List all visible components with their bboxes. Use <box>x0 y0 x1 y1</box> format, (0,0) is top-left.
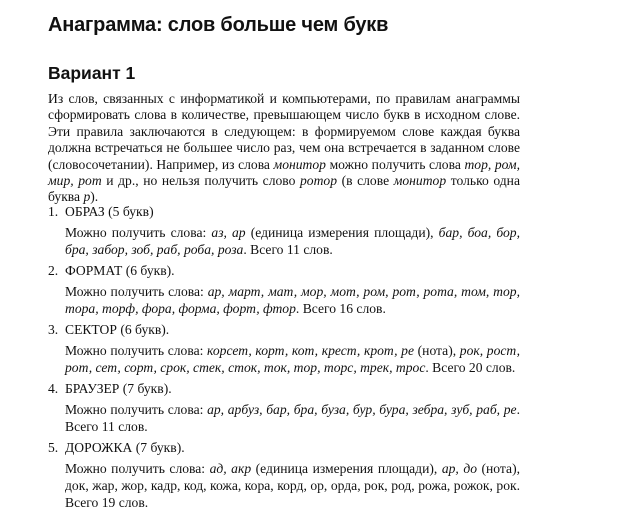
list-item <box>48 439 520 511</box>
answer-total: . Всего 20 слов. <box>425 360 516 375</box>
answer-total: . Всего 11 слов. <box>65 402 520 434</box>
example-words: тор, ром, мир, рот <box>48 156 520 189</box>
answer-lead: Можно получить слова: <box>65 284 208 299</box>
answer-total: . Всего 11 слов. <box>243 242 333 257</box>
item-heading <box>48 203 520 221</box>
list-item <box>48 262 520 317</box>
answer-lead: Можно получить слова: <box>65 225 212 240</box>
intro-text: можно получить слова <box>325 156 465 172</box>
source-word: СЕКТОР (6 букв). <box>65 322 170 337</box>
source-word: ОБРАЗ (5 букв) <box>65 204 154 219</box>
intro-text: (в слове <box>337 173 394 189</box>
item-heading <box>48 439 520 457</box>
answer-total: . Всего 16 слов. <box>295 301 386 316</box>
list-item <box>48 380 520 435</box>
item-heading <box>48 262 520 280</box>
answer-words: ад, акр <box>209 461 252 476</box>
item-number: 5. <box>48 440 59 455</box>
answer-words: корсет, корт, кот, крест, крот, ре <box>207 343 414 358</box>
item-number: 3. <box>48 322 59 337</box>
answer-words: ар, март, мат, мор, мот, ром, рот, рота, том, тор, тора, торф, фора, форма, форт, фтор <box>65 284 520 316</box>
answer-words: бар, боа, бор, бра, забор, зоб, раб, роба, роза <box>65 225 520 257</box>
example-word: монитор <box>273 156 326 172</box>
answer-words: ар, до <box>441 461 477 476</box>
item-answer <box>65 460 520 511</box>
answer-lead: Можно получить слова: <box>65 343 208 358</box>
intro-paragraph <box>48 91 520 206</box>
counter-example-word: ротор <box>299 173 337 189</box>
item-number: 2. <box>48 263 59 278</box>
answer-note: (единица измерения площади), <box>245 225 439 240</box>
item-answer <box>65 342 520 376</box>
intro-text: Из слов, связанных с информатикой и компьютерами, по правилам анаграммы сформировать слова в количестве, превышающем число букв в исходном слове. Эти правила заключаются в следующем: в формируемом слове каждая буква должна встречаться не большее число раз, чем она встречается в заданном слове (словосочетании). Например, из слова <box>48 91 520 172</box>
item-answer <box>65 224 520 258</box>
variant-heading: Вариант 1 <box>48 63 136 83</box>
answer-total: (нота), док, жар, жор, кадр, код, кожа, кора, корд, ор, орда, рок, род, рожа, рожок, рок. Всего 19 слов. <box>65 461 520 510</box>
page-title: Анаграмма: слов больше чем букв <box>48 14 389 36</box>
item-answer <box>65 401 520 435</box>
example-word: монитор <box>393 173 447 189</box>
list-item <box>48 321 520 376</box>
answer-words: рок, рост, рот, сет, сорт, срок, стек, сток, ток, тор, торс, трек, трос <box>65 343 520 375</box>
answer-note: (единица измерения площади), <box>251 461 442 476</box>
item-heading <box>48 380 520 398</box>
intro-text: ). <box>90 189 99 205</box>
intro-text: только одна буква <box>48 173 520 205</box>
item-number: 1. <box>48 204 59 219</box>
answer-lead: Можно получить слова: <box>65 402 208 417</box>
answer-note: (нота), <box>413 343 460 358</box>
answer-words: ар, арбуз, бар, бра, буза, бур, бура, зебра, зуб, раб, ре <box>207 402 517 417</box>
source-word: ФОРМАТ (6 букв). <box>65 263 175 278</box>
source-word: БРАУЗЕР (7 букв). <box>65 381 172 396</box>
intro-text: и др., но нельзя получить слово <box>101 173 300 189</box>
answer-words: аз, ар <box>211 225 246 240</box>
item-answer <box>65 283 520 317</box>
source-word: ДОРОЖКА (7 букв). <box>65 440 185 455</box>
anagram-list <box>48 203 520 515</box>
list-item <box>48 203 520 258</box>
item-heading <box>48 321 520 339</box>
letter: р <box>83 189 91 205</box>
answer-lead: Можно получить слова: <box>65 461 210 476</box>
item-number: 4. <box>48 381 59 396</box>
